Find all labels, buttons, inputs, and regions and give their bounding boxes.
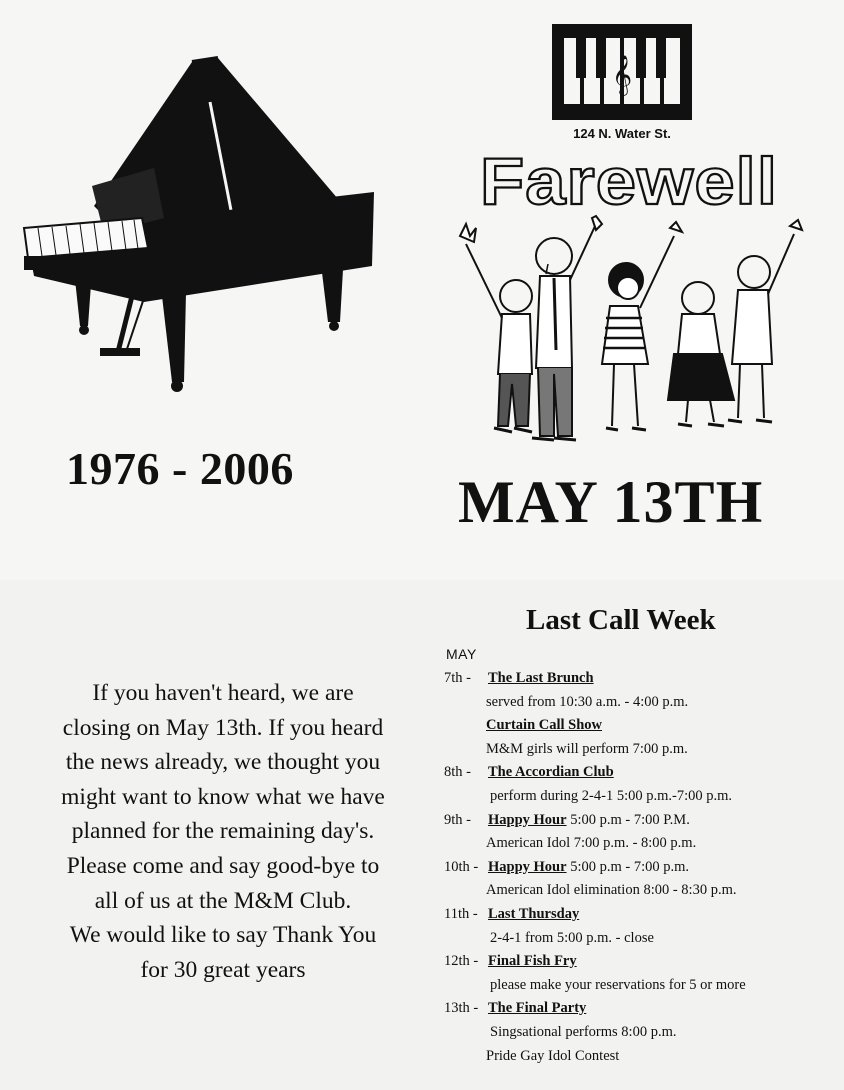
schedule-day: 7th - [444, 670, 471, 686]
schedule-detail: served from 10:30 a.m. - 4:00 p.m. [486, 693, 689, 710]
svg-text:𝄞: 𝄞 [611, 55, 633, 95]
schedule-day: 12th - [444, 953, 479, 970]
schedule-row [444, 1000, 844, 1024]
schedule-event: The Final Party [488, 1000, 587, 1017]
schedule-day: 13th - [444, 1000, 479, 1017]
club-logo [552, 24, 692, 120]
schedule-event: Final Fish Fry [488, 953, 577, 970]
schedule-event: Happy Hour [488, 858, 567, 875]
message-line: the news already, we thought you [65, 749, 381, 776]
grand-piano-icon [14, 56, 384, 396]
schedule-event: Happy Hour [488, 811, 567, 828]
message-line: might want to know what we have [61, 783, 385, 810]
schedule-day: 9th - [444, 811, 471, 828]
message-line: for 30 great years [140, 956, 306, 983]
schedule-event: The Accordian Club [488, 764, 614, 781]
schedule-day: 11th - [444, 905, 478, 922]
schedule-row [444, 670, 844, 694]
message-line: We would like to say Thank You [69, 922, 377, 949]
farewell-text: Farewell [480, 146, 778, 216]
club-address: 124 N. Water St. [573, 126, 671, 141]
schedule-row [444, 812, 844, 836]
schedule-day: 8th - [444, 764, 471, 781]
message-line: planned for the remaining day's. [71, 818, 375, 845]
message-line: all of us at the M&M Club. [94, 887, 352, 914]
schedule-detail: 5:00 p.m - 7:00 P.M. [566, 811, 690, 828]
schedule-detail: 5:00 p.m - 7:00 p.m. [566, 858, 690, 875]
message-line: Please come and say good-bye to [66, 852, 380, 879]
schedule-detail: please make your reservations for 5 or more [490, 976, 746, 993]
schedule-detail: American Idol 7:00 p.m. - 8:00 p.m. [486, 835, 697, 852]
schedule-list [444, 670, 844, 1071]
schedule-row [444, 764, 844, 788]
schedule-row [444, 882, 844, 906]
schedule-row [444, 1048, 844, 1072]
schedule-row [444, 906, 844, 930]
schedule-day: 10th - [444, 858, 479, 875]
message-line: closing on May 13th. If you heard [62, 714, 384, 741]
schedule-event: Curtain Call Show [486, 717, 603, 734]
schedule-month: MAY [446, 646, 477, 662]
schedule-row [444, 835, 844, 859]
schedule-detail: American Idol elimination 8:00 - 8:30 p.m. [486, 882, 737, 899]
schedule-detail: perform during 2-4-1 5:00 p.m.-7:00 p.m. [490, 787, 733, 804]
schedule-row [444, 953, 844, 977]
schedule-event: Last Thursday [488, 905, 580, 922]
schedule-detail: 2-4-1 from 5:00 p.m. - close [490, 929, 654, 946]
schedule-row [444, 788, 844, 812]
schedule-row [444, 741, 844, 765]
schedule-row [444, 859, 844, 883]
closing-date-headline: MAY 13TH [458, 469, 764, 535]
piano-keys-logo-icon [552, 24, 692, 120]
schedule-row [444, 1024, 844, 1048]
schedule-row [444, 717, 844, 741]
closing-message [36, 676, 410, 987]
schedule-row [444, 694, 844, 718]
schedule-event: The Last Brunch [488, 670, 594, 686]
schedule-detail: Singsational performs 8:00 p.m. [490, 1023, 677, 1040]
schedule-detail: Pride Gay Idol Contest [486, 1047, 620, 1064]
schedule-detail: M&M girls will perform 7:00 p.m. [486, 740, 688, 757]
farewell-heading [476, 146, 782, 216]
message-line: If you haven't heard, we are [92, 680, 354, 706]
years-active: 1976 - 2006 [66, 443, 294, 494]
schedule-row [444, 930, 844, 954]
schedule-row [444, 977, 844, 1001]
waving-crowd-illustration-icon [442, 214, 812, 446]
schedule-title: Last Call Week [526, 604, 716, 636]
